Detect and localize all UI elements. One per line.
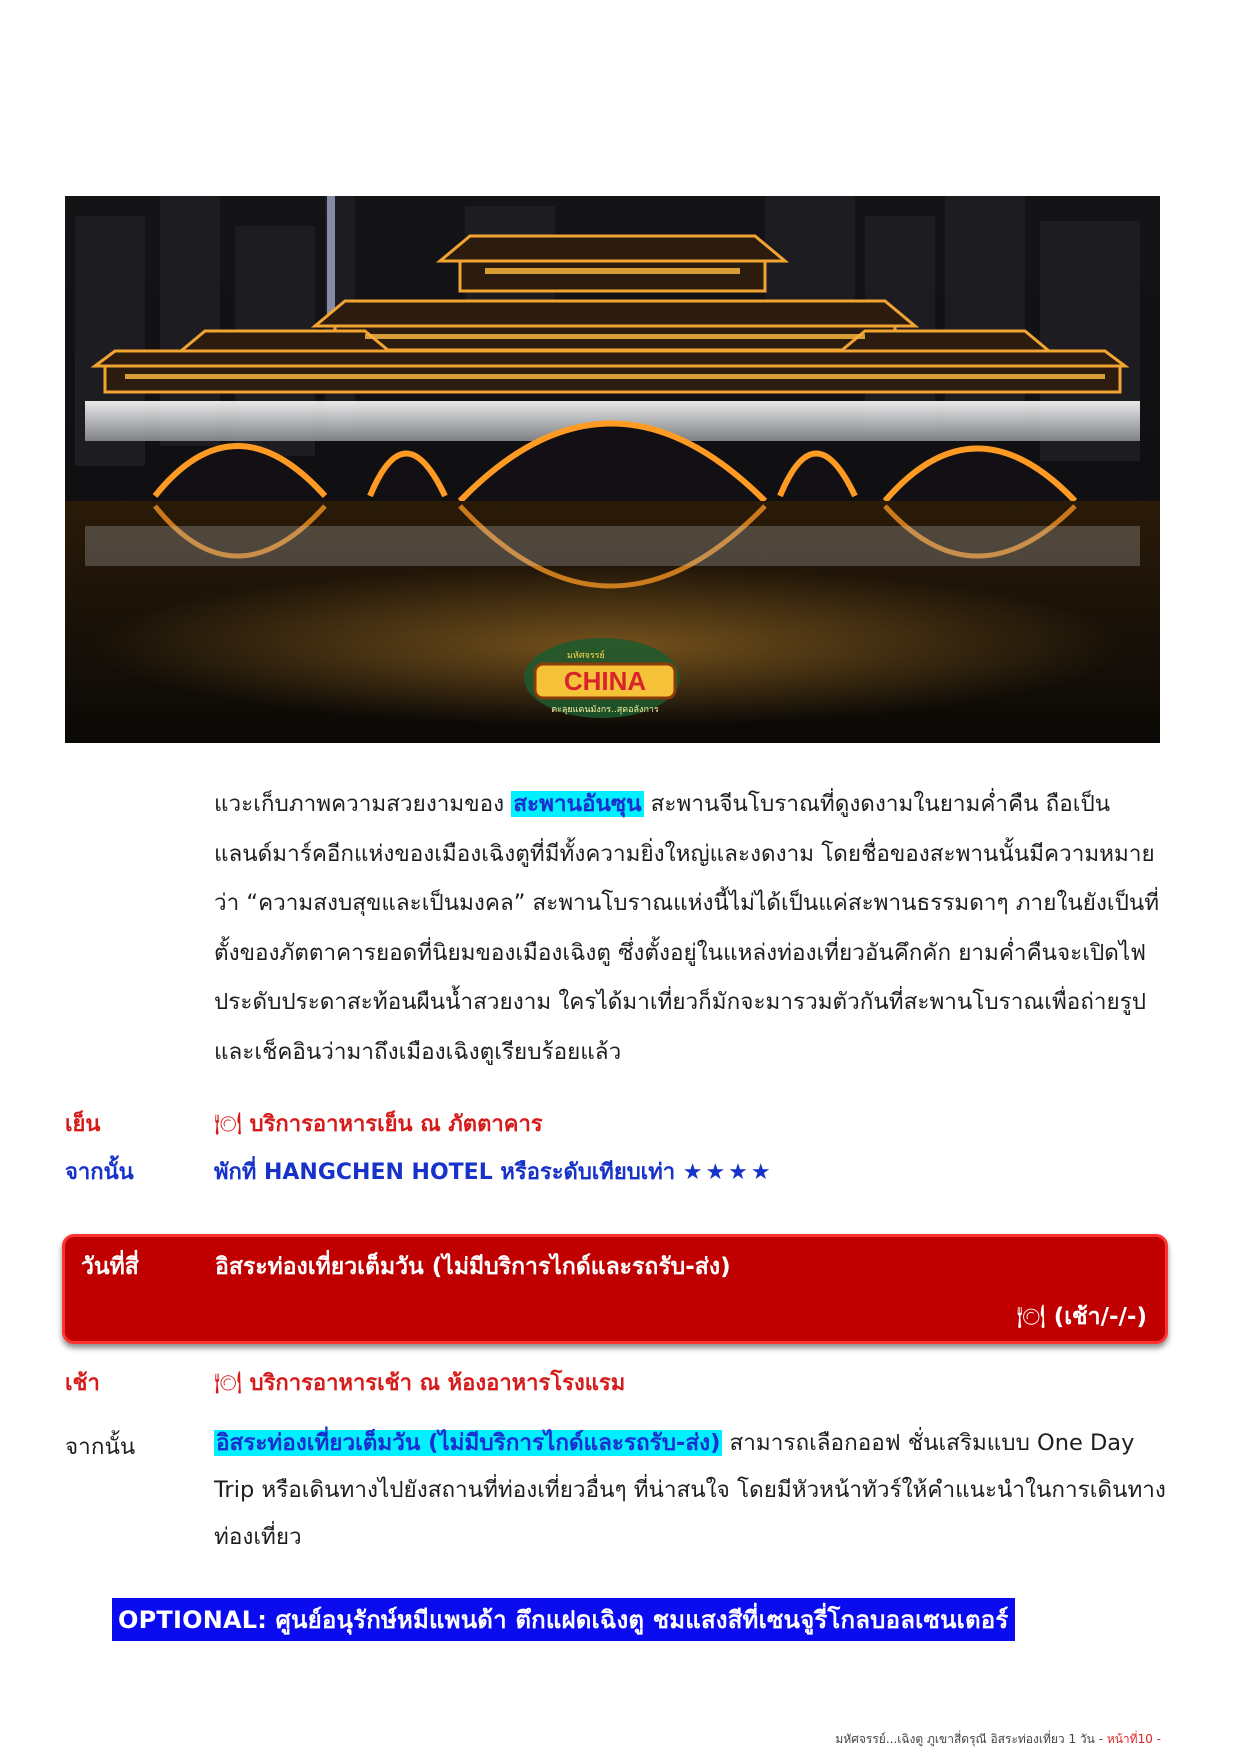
free-day-label: จากนั้น (65, 1434, 136, 1460)
hotel-text-wrap (214, 1154, 774, 1189)
logo-top-text: มหัศจรรย์ (567, 651, 605, 661)
meal-icon: 🍽 (214, 1112, 242, 1137)
page-footer (835, 1730, 1161, 1749)
day4-label: วันที่สี่ (81, 1254, 139, 1280)
free-day-highlight: อิสระท่องเที่ยวเต็มวัน (ไม่มีบริการไกด์และรถรับ-ส่ง) (216, 1430, 721, 1456)
day4-title: อิสระท่องเที่ยวเต็มวัน (ไม่มีบริการไกด์และรถรับ-ส่ง) (215, 1254, 731, 1280)
logo-sub-text: ตะลุยแดนมังกร..สุดอลังการ (551, 705, 659, 715)
breakfast-text-wrap (214, 1365, 625, 1400)
free-day-paragraph (214, 1420, 1174, 1561)
dinner-label: เย็น (65, 1112, 101, 1137)
dinner-text-wrap (214, 1106, 543, 1141)
intro-paragraph (214, 780, 1164, 1077)
breakfast-label: เช้า (65, 1371, 100, 1396)
hero-image-anshun-bridge (65, 196, 1160, 743)
meal-icon: 🍽 (1016, 1304, 1046, 1330)
hotel-text: พักที่ HANGCHEN HOTEL หรือระดับเทียบเท่า (214, 1160, 676, 1185)
footer-text: มหัศจรรย์...เฉิงตู ภูเขาสี่ดรุณี อิสระท่องเที่ยว 1 วัน - (835, 1732, 1107, 1746)
day4-header-band (62, 1234, 1168, 1344)
intro-highlight-anshun: สะพานอันซุน (513, 791, 642, 817)
day4-meals-text: (เช้า/-/-) (1053, 1304, 1147, 1330)
optional-banner: OPTIONAL: ศูนย์อนุรักษ์หมีแพนด้า ตึกแฝดเฉิงตู ชมแสงสีที่เซนจูรี่โกลบอลเซนเตอร์ (112, 1598, 1015, 1641)
page-number: หน้าที่10 - (1106, 1732, 1161, 1746)
intro-post: สะพานจีนโบราณที่ดูงดงามในยามค่ำคืน ถือเป็นแลนด์มาร์คอีกแห่งของเมืองเฉิงตูที่มีทั้งความยิ่งใหญ่และงดงาม โดยชื่อของสะพานนั้นมีความหมายว่า “ความสงบสุขและเป็นมงคล” สะพานโบราณแห่งนี้ไม่ได้เป็นแค่สะพานธรรมดาๆ ภายในยังเป็นที่ตั้งของภัตตาคารยอดที่นิยมของเมืองเฉิงตู ซึ่งตั้งอยู่ในแหล่งท่องเที่ยวอันคึกคัก ยามค่ำคืนจะเปิดไฟประดับประดาสะท้อนผืนน้ำสวยงาม ใครได้มาเที่ยวก็มักจะมารวมตัวกันที่สะพานโบราณเพื่อถ่ายรูป และเช็คอินว่ามาถึงเมืองเฉิงตูเรียบร้อยแล้ว (214, 791, 1160, 1065)
day4-meals (1016, 1299, 1147, 1335)
meal-icon: 🍽 (214, 1371, 242, 1396)
intro-pre: แวะเก็บภาพความสวยงามของ (214, 791, 512, 817)
breakfast-text: บริการอาหารเช้า ณ ห้องอาหารโรงแรม (249, 1371, 626, 1396)
star-rating-icon: ★★★★ (682, 1160, 774, 1185)
logo-main-text: CHINA (563, 666, 647, 696)
free-day-post: สามารถเลือกออฟ ชั่นเสริมแบบ One Day Trip หรือเดินทางไปยังสถานที่ท่องเที่ยวอื่นๆ ที่น่าสนใจ โดยมีหัวหน้าทัวร์ให้คำแนะนำในการเดินทางท่องเที่ยว (214, 1430, 1166, 1550)
bridge-night-photo (65, 196, 1160, 743)
hotel-label: จากนั้น (65, 1160, 134, 1185)
dinner-text: บริการอาหารเย็น ณ ภัตตาคาร (249, 1112, 543, 1137)
